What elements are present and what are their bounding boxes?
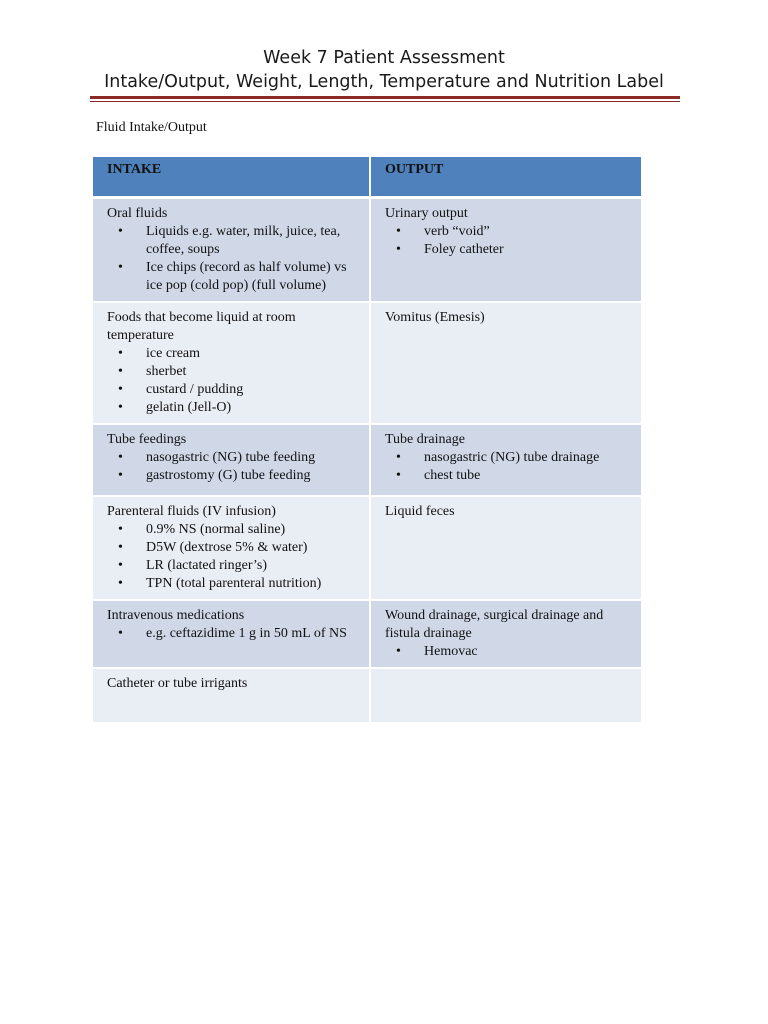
table-row [92, 600, 642, 668]
bullet-item: • chest tube [410, 467, 627, 485]
title-rule-thin [90, 101, 680, 102]
intake-column-header: INTAKE [92, 157, 370, 198]
output-bullet-list [385, 643, 627, 661]
bullet-item: • gastrostomy (G) tube feeding [132, 467, 355, 485]
bullet-item: • 0.9% NS (normal saline) [132, 521, 355, 539]
intake-bullet-list [107, 625, 355, 643]
bullet-item: • sherbet [132, 363, 355, 381]
bullet-item: • custard / pudding [132, 381, 355, 399]
bullet-item: • Foley catheter [410, 241, 627, 259]
section-caption: Fluid Intake/Output [96, 120, 207, 135]
fluid-intake-output-table [91, 157, 643, 724]
intake-bullet-list [107, 449, 355, 485]
table-row [92, 496, 642, 600]
intake-cell [92, 668, 370, 723]
bullet-item: • TPN (total parenteral nutrition) [132, 575, 355, 593]
intake-item-title: Intravenous medications [107, 608, 245, 623]
intake-cell [92, 424, 370, 496]
bullet-item: • e.g. ceftazidime 1 g in 50 mL of NS [132, 625, 355, 643]
bullet-item: • verb “void” [410, 223, 627, 241]
intake-cell [92, 198, 370, 303]
intake-bullet-list [107, 345, 355, 417]
intake-item-title: Tube feedings [107, 432, 187, 447]
intake-bullet-list [107, 223, 355, 295]
bullet-item: • Ice chips (record as half volume) vs ice pop (cold pop) (full volume) [132, 259, 355, 295]
bullet-item: • Liquids e.g. water, milk, juice, tea, coffee, soups [132, 223, 355, 259]
title-line-1: Week 7 Patient Assessment [263, 48, 505, 68]
table-row [92, 302, 642, 424]
table-header-row [92, 157, 642, 198]
intake-bullet-list [107, 521, 355, 593]
bullet-item: • ice cream [132, 345, 355, 363]
output-cell [370, 302, 642, 424]
output-item-title: Wound drainage, surgical drainage and fistula drainage [385, 608, 604, 641]
output-cell [370, 600, 642, 668]
table-row [92, 424, 642, 496]
intake-cell [92, 302, 370, 424]
output-item-title: Liquid feces [385, 504, 455, 519]
table-row [92, 668, 642, 723]
output-cell [370, 496, 642, 600]
output-item-title: Tube drainage [385, 432, 465, 447]
intake-item-title: Parenteral fluids (IV infusion) [107, 504, 276, 519]
intake-cell [92, 496, 370, 600]
bullet-item: • nasogastric (NG) tube drainage [410, 449, 627, 467]
bullet-item: • D5W (dextrose 5% & water) [132, 539, 355, 557]
output-column-header: OUTPUT [370, 157, 642, 198]
output-bullet-list [385, 449, 627, 485]
intake-item-title: Foods that become liquid at room temperature [107, 310, 296, 343]
title-line-2: Intake/Output, Weight, Length, Temperature and Nutrition Label [104, 72, 664, 92]
output-item-title: Urinary output [385, 206, 468, 221]
output-cell [370, 424, 642, 496]
intake-item-title: Catheter or tube irrigants [107, 676, 248, 691]
bullet-item: • nasogastric (NG) tube feeding [132, 449, 355, 467]
title-rule-thick [90, 96, 680, 99]
bullet-item: • gelatin (Jell-O) [132, 399, 355, 417]
bullet-item: • LR (lactated ringer’s) [132, 557, 355, 575]
table-body [92, 198, 642, 724]
output-bullet-list [385, 223, 627, 259]
output-item-title: Vomitus (Emesis) [385, 310, 485, 325]
output-cell [370, 198, 642, 303]
intake-cell [92, 600, 370, 668]
table-row [92, 198, 642, 303]
output-cell [370, 668, 642, 723]
intake-item-title: Oral fluids [107, 206, 168, 221]
document-title [0, 46, 768, 94]
bullet-item: • Hemovac [410, 643, 627, 661]
